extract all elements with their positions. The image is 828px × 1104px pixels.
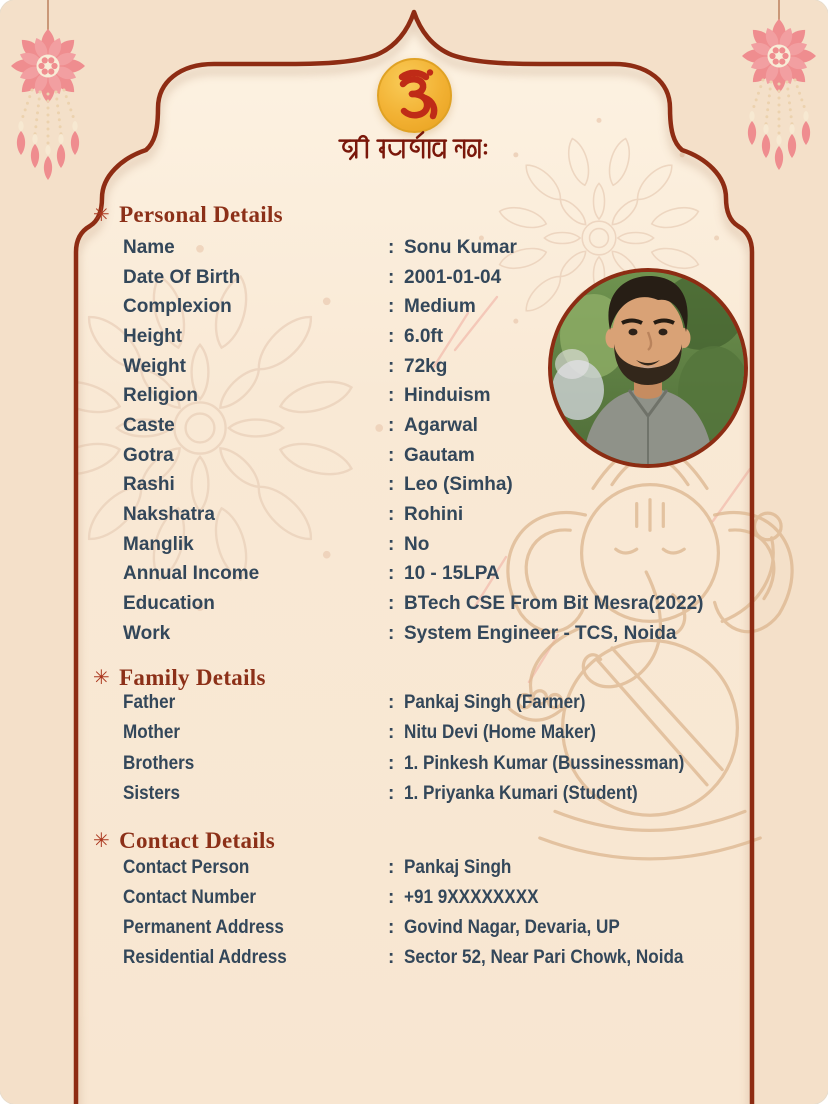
field-value: Govind Nagar, Devaria, UP <box>404 917 620 938</box>
section-title-text: Personal Details <box>119 202 283 227</box>
field-value: Agarwal <box>404 414 478 436</box>
field-value: Sector 52, Near Pari Chowk, Noida <box>404 947 684 968</box>
om-icon <box>387 68 443 124</box>
asterisk-icon: ✳ <box>93 665 111 689</box>
detail-row <box>123 853 743 883</box>
colon-separator: : <box>388 533 395 555</box>
detail-row <box>123 589 743 619</box>
colon-separator: : <box>388 752 395 774</box>
field-label: Father <box>123 692 176 714</box>
section-title-contact <box>93 826 275 856</box>
detail-row <box>123 233 743 263</box>
field-label: Rashi <box>123 474 175 496</box>
colon-separator: : <box>388 236 395 258</box>
personal-details-rows <box>123 233 743 649</box>
detail-row <box>123 913 743 943</box>
detail-row <box>123 352 743 382</box>
field-label: Mother <box>123 722 180 744</box>
field-value: Leo (Simha) <box>404 474 513 496</box>
detail-row <box>123 943 743 973</box>
field-label: Contact Number <box>123 887 257 908</box>
field-value: System Engineer - TCS, Noida <box>404 622 677 644</box>
detail-row <box>123 688 743 718</box>
detail-row <box>123 471 743 501</box>
colon-separator: : <box>388 887 395 908</box>
field-label: Work <box>123 622 171 644</box>
colon-separator: : <box>388 593 395 615</box>
ganesh-invocation <box>338 129 490 163</box>
colon-separator: : <box>388 444 395 466</box>
asterisk-icon: ✳ <box>93 202 111 226</box>
field-label: Residential Address <box>123 947 287 968</box>
detail-row <box>123 619 743 649</box>
detail-row <box>123 381 743 411</box>
om-badge <box>377 58 452 133</box>
field-value: 6.0ft <box>404 325 444 347</box>
field-value: Nitu Devi (Home Maker) <box>404 722 596 744</box>
field-label: Gotra <box>123 444 174 466</box>
field-value: No <box>404 533 430 555</box>
detail-row <box>123 322 743 352</box>
invocation-calligraphy <box>338 129 490 163</box>
field-value: 72kg <box>404 355 448 377</box>
detail-row <box>123 779 743 809</box>
field-value: Hinduism <box>404 385 491 407</box>
field-value: 2001-01-04 <box>404 266 502 288</box>
family-details-rows <box>123 688 743 809</box>
colon-separator: : <box>388 325 395 347</box>
asterisk-icon: ✳ <box>93 828 111 852</box>
colon-separator: : <box>388 474 395 496</box>
colon-separator: : <box>388 857 395 878</box>
colon-separator: : <box>388 947 395 968</box>
detail-row <box>123 749 743 779</box>
detail-row <box>123 718 743 748</box>
detail-row <box>123 500 743 530</box>
field-value: BTech CSE From Bit Mesra(2022) <box>404 593 704 615</box>
contact-details-rows <box>123 853 743 973</box>
field-value: 1. Pinkesh Kumar (Bussinessman) <box>404 752 685 774</box>
field-label: Education <box>123 593 215 615</box>
field-label: Permanent Address <box>123 917 284 938</box>
colon-separator: : <box>388 385 395 407</box>
section-title-text: Family Details <box>119 665 266 690</box>
detail-row <box>123 441 743 471</box>
colon-separator: : <box>388 266 395 288</box>
field-label: Sisters <box>123 783 181 805</box>
field-value: Rohini <box>404 504 464 526</box>
field-label: Annual Income <box>123 563 260 585</box>
field-value: Pankaj Singh <box>404 857 512 878</box>
detail-row <box>123 560 743 590</box>
field-label: Date Of Birth <box>123 266 241 288</box>
field-label: Manglik <box>123 533 194 555</box>
field-label: Height <box>123 325 183 347</box>
field-label: Nakshatra <box>123 504 215 526</box>
colon-separator: : <box>388 355 395 377</box>
colon-separator: : <box>388 563 395 585</box>
field-label: Complexion <box>123 296 232 318</box>
colon-separator: : <box>388 622 395 644</box>
colon-separator: : <box>388 917 395 938</box>
field-value: +91 9XXXXXXXX <box>404 887 539 908</box>
detail-row <box>123 292 743 322</box>
colon-separator: : <box>388 414 395 436</box>
field-value: Medium <box>404 296 476 318</box>
field-value: 10 - 15LPA <box>404 563 500 585</box>
detail-row <box>123 263 743 293</box>
colon-separator: : <box>388 722 395 744</box>
field-value: Gautam <box>404 444 475 466</box>
colon-separator: : <box>388 296 395 318</box>
colon-separator: : <box>388 504 395 526</box>
field-label: Religion <box>123 385 198 407</box>
field-value: Sonu Kumar <box>404 236 517 258</box>
field-label: Caste <box>123 414 175 436</box>
section-title-personal <box>93 200 283 230</box>
field-label: Name <box>123 236 175 258</box>
field-label: Contact Person <box>123 857 250 878</box>
detail-row <box>123 411 743 441</box>
section-title-text: Contact Details <box>119 828 275 853</box>
detail-row <box>123 530 743 560</box>
colon-separator: : <box>388 783 395 805</box>
field-label: Weight <box>123 355 186 377</box>
colon-separator: : <box>388 692 395 714</box>
field-value: Pankaj Singh (Farmer) <box>404 692 586 714</box>
field-label: Brothers <box>123 752 195 774</box>
field-value: 1. Priyanka Kumari (Student) <box>404 783 638 805</box>
detail-row <box>123 883 743 913</box>
